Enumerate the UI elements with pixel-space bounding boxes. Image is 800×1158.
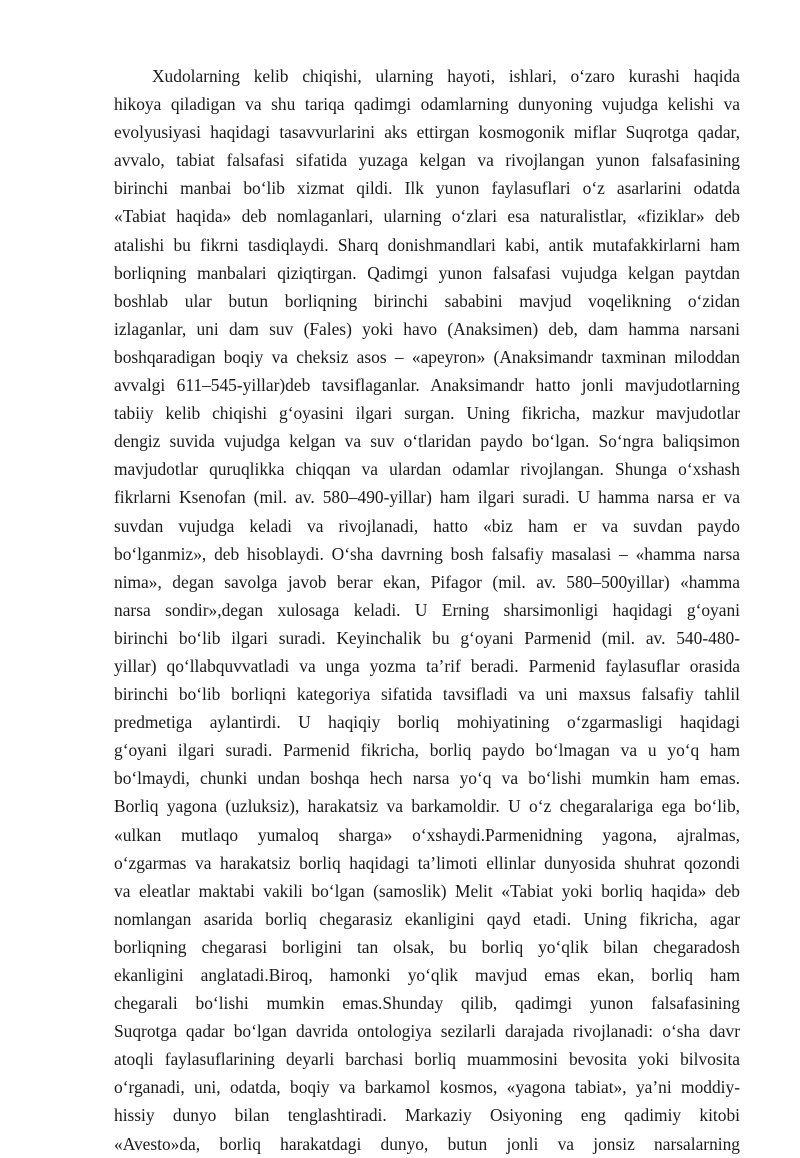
text-line: birinchi bo‘lib ilgari suradi. Keyinchalik bu g‘oyani Parmenid (mil. av. 540-480- xyxy=(114,627,740,648)
text-line: evolyusiyasi haqidagi tasavvurlarini aks ettirgan kosmogonik miflar Suqrotga qadar, xyxy=(114,122,740,143)
text-line: «Avesto»da, borliq harakatdagi dunyo, butun jonli va jonsiz narsalarning xyxy=(114,1133,740,1154)
text-line: borliqning manbalari qiziqtirgan. Qadimgi yunon falsafasi vujudga kelgan paytdan xyxy=(114,262,740,283)
text-line: boshqaradigan boqiy va cheksiz asos – «apeyron» (Anaksimandr taxminan miloddan xyxy=(114,346,740,367)
text-line: narsa sondir»,degan xulosaga keladi. U Erning sharsimonligi haqidagi g‘oyani xyxy=(114,599,740,620)
text-line: izlaganlar, uni dam suv (Fales) yoki havo (Anaksimen) deb, dam hamma narsani xyxy=(114,318,740,339)
text-line: avvalo, tabiat falsafasi sifatida yuzaga kelgan va rivojlangan yunon falsafasining xyxy=(114,150,740,171)
text-line: bo‘lmaydi, chunki undan boshqa hech narsa yo‘q va bo‘lishi mumkin ham emas. xyxy=(114,768,740,789)
text-line: birinchi manbai bo‘lib xizmat qildi. Ilk yunon faylasuflari o‘z asarlarini odatda xyxy=(114,178,740,199)
text-line: suvdan vujudga keladi va rivojlanadi, hatto «biz ham er va suvdan paydo xyxy=(114,515,740,536)
text-line: yillar) qo‘llabquvvatladi va unga yozma ta’rif beradi. Parmenid faylasuflar orasida xyxy=(114,655,740,676)
text-line: Suqrotga qadar bo‘lgan davrida ontologiya sezilarli darajada rivojlanadi: o‘sha davr xyxy=(114,1021,740,1042)
text-line: Xudolarning kelib chiqishi, ularning hayoti, ishlari, o‘zaro kurashi haqida xyxy=(152,66,740,86)
text-line: atoqli faylasuflarining deyarli barchasi borliq muammosini bevosita yoki bilvosita xyxy=(114,1049,740,1070)
text-line: predmetiga aylantirdi. U haqiqiy borliq mohiyatining o‘zgarmasligi haqidagi xyxy=(114,712,740,733)
text-line: bo‘lganmiz», deb hisoblaydi. O‘sha davrning bosh falsafiy masalasi – «hamma narsa xyxy=(114,543,740,564)
text-line: birinchi bo‘lib borliqni kategoriya sifatida tavsifladi va uni maxsus falsafiy tahlil xyxy=(114,684,740,705)
text-line: boshlab ular butun borliqning birinchi sababini mavjud voqelikning o‘zidan xyxy=(114,290,740,311)
text-line: va eleatlar maktabi vakili bo‘lgan (samoslik) Melit «Tabiat yoki borliq haqida» deb xyxy=(114,880,740,901)
text-line: hikoya qiladigan va shu tariqa qadimgi odamlarning dunyoning vujudga kelishi va xyxy=(114,94,740,115)
text-line: avvalgi 611–545-yillar)deb tavsiflaganlar. Anaksimandr hatto jonli mavjudotlarning xyxy=(114,375,740,396)
text-line: «Tabiat haqida» deb nomlaganlari, ularning o‘zlari esa naturalistlar, «fiziklar» deb xyxy=(114,206,740,227)
text-line: nima», degan savolga javob berar ekan, Pifagor (mil. av. 580–500yillar) «hamma xyxy=(114,571,740,592)
text-line: g‘oyani ilgari suradi. Parmenid fikricha, borliq paydo bo‘lmagan va u yo‘q ham xyxy=(114,740,740,761)
text-line: atalishi bu fikrni tasdiqlaydi. Sharq donishmandlari kabi, antik mutafakkirlarni ham xyxy=(114,234,740,255)
text-line: nomlangan asarida borliq chegarasiz ekanligini qayd etadi. Uning fikricha, agar xyxy=(114,908,740,929)
text-line: Borliq yagona (uzluksiz), harakatsiz va barkamoldir. U o‘z chegaralariga ega bo‘lib, xyxy=(114,796,740,817)
text-line: «ulkan mutlaqo yumaloq sharga» o‘xshaydi.Parmenidning yagona, ajralmas, xyxy=(114,824,740,845)
text-line: mavjudotlar quruqlikka chiqqan va ulardan odamlar rivojlangan. Shunga o‘xshash xyxy=(114,459,740,480)
text-line: fikrlarni Ksenofan (mil. av. 580–490-yillar) ham ilgari suradi. U hamma narsa er va xyxy=(114,487,740,508)
text-line: hissiy dunyo bilan tenglashtiradi. Markaziy Osiyoning eng qadimiy kitobi xyxy=(114,1105,740,1126)
text-line: ekanligini anglatadi.Biroq, hamonki yo‘qlik mavjud emas ekan, borliq ham xyxy=(114,965,740,985)
text-line: o‘zgarmas va harakatsiz borliq haqidagi ta’limoti ellinlar dunyosida shuhrat qozondi xyxy=(114,852,740,873)
text-line: chegarali bo‘lishi mumkin emas.Shunday qilib, qadimgi yunon falsafasining xyxy=(114,993,740,1014)
body-paragraph xyxy=(114,62,740,1158)
text-line: dengiz suvida vujudga kelgan va suv o‘tlaridan paydo bo‘lgan. So‘ngra baliqsimon xyxy=(114,431,740,452)
text-line: o‘rganadi, uni, odatda, boqiy va barkamol kosmos, «yagona tabiat», ya’ni moddiy- xyxy=(114,1077,740,1098)
text-line: borliqning chegarasi borligini tan olsak, bu borliq yo‘qlik bilan chegaradosh xyxy=(114,936,740,957)
text-line: tabiiy kelib chiqishi g‘oyasini ilgari surgan. Uning fikricha, mazkur mavjudotlar xyxy=(114,403,740,424)
